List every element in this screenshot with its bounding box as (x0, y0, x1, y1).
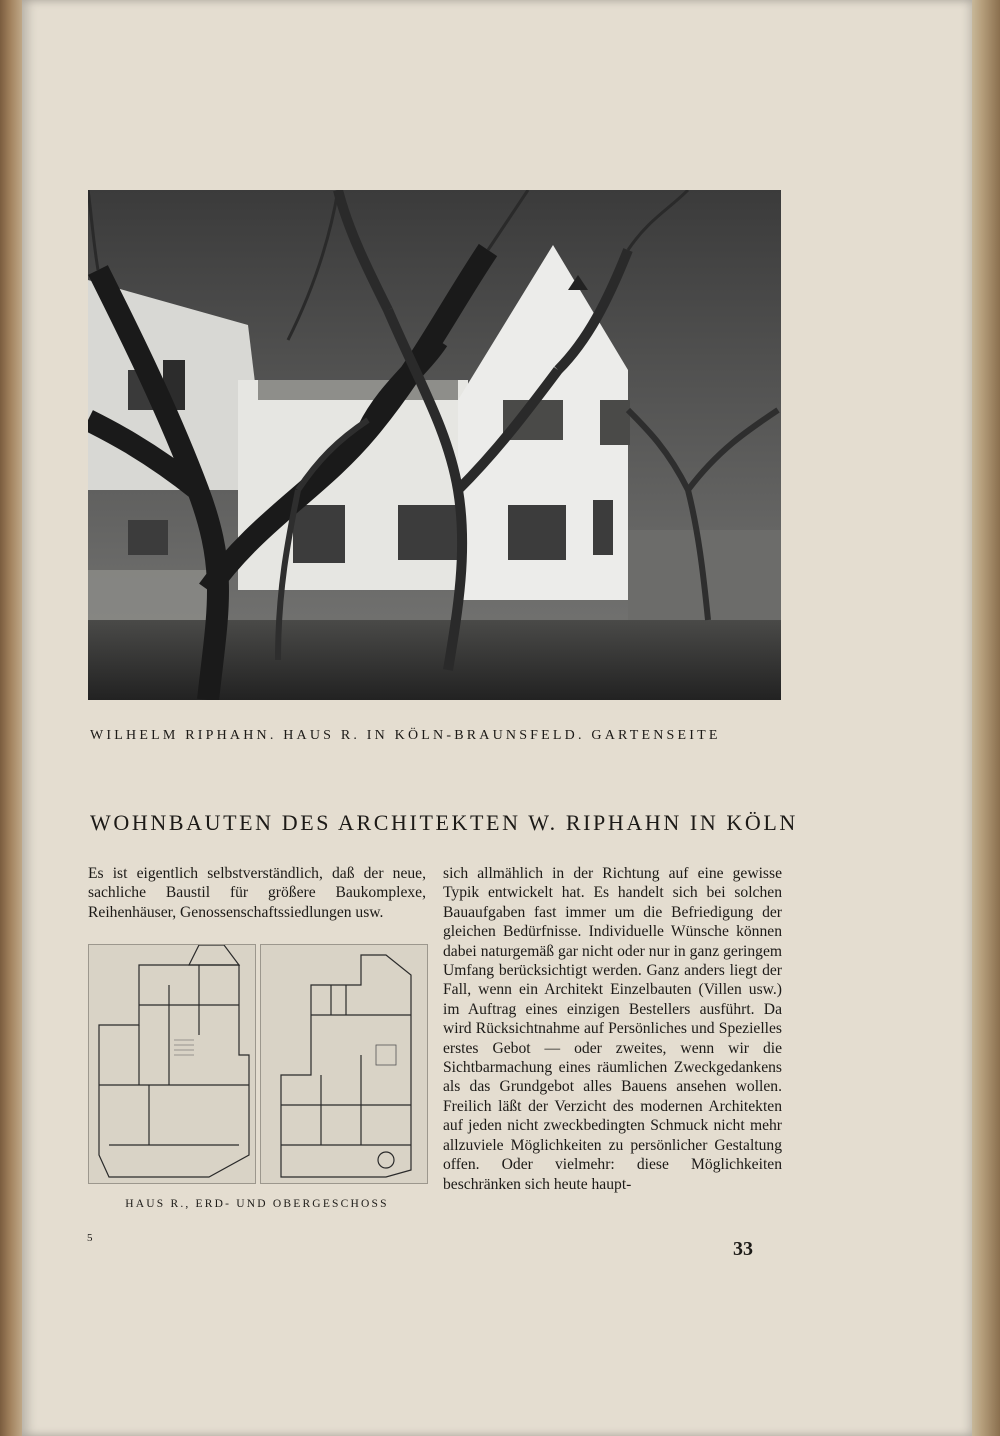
floorplan-caption: HAUS R., ERD- UND OBERGESCHOSS (125, 1198, 389, 1210)
page-number: 33 (733, 1238, 753, 1260)
photo-caption: WILHELM RIPHAHN. HAUS R. IN KÖLN-BRAUNSFELD. GARTENSEITE (90, 728, 721, 743)
article-title: WOHNBAUTEN DES ARCHITEKTEN W. RIPHAHN IN KÖLN (90, 810, 798, 835)
page-edges (970, 0, 1000, 1436)
floorplan-upper-floor (260, 944, 428, 1184)
signature-mark: 5 (87, 1232, 93, 1244)
article-paragraph-left: Es ist eigentlich selbstverständlich, daß der neue, sachliche Baustil für größere Baukomplexe, Reihenhäuser, Genossenschaftssiedlungen usw. (88, 865, 426, 921)
article-paragraph-right: sich allmählich in der Richtung auf eine gewisse Typik entwickelt hat. Es handelt sich bei solchen Bauaufgaben fast immer um die Befriedigung der gleichen Bedürfnisse. Individuelle Wünsche können dabei naturgemäß gar nicht oder nur in ganz geringem Umfang berücksichtigt werden. Ganz anders liegt der Fall, wenn ein Architekt Einzelbauten (Villen usw.) im Auftrag eines einzigen Bestellers ausführt. Da wird Rücksichtnahme auf Persönliches und Spezielles erstes Gebot — oder zweites, wenn wir die Sichtbarmachung eines räumlichen Zweckgedankens als das Grundgebot alles Bauens ansehen wollen. Freilich läßt der Verzicht des modernen Architekten auf jeden nicht zweckbedingten Schmuck nicht mehr allzuviele Möglichkeiten zu persönlicher Gestaltung offen. Oder vielmehr: diese Möglichkeiten beschränken sich heute haupt- (443, 865, 782, 1193)
floorplan-ground-floor (88, 944, 256, 1184)
house-photograph (88, 190, 781, 700)
article-column-left (88, 864, 426, 922)
article-column-right (443, 864, 782, 1194)
